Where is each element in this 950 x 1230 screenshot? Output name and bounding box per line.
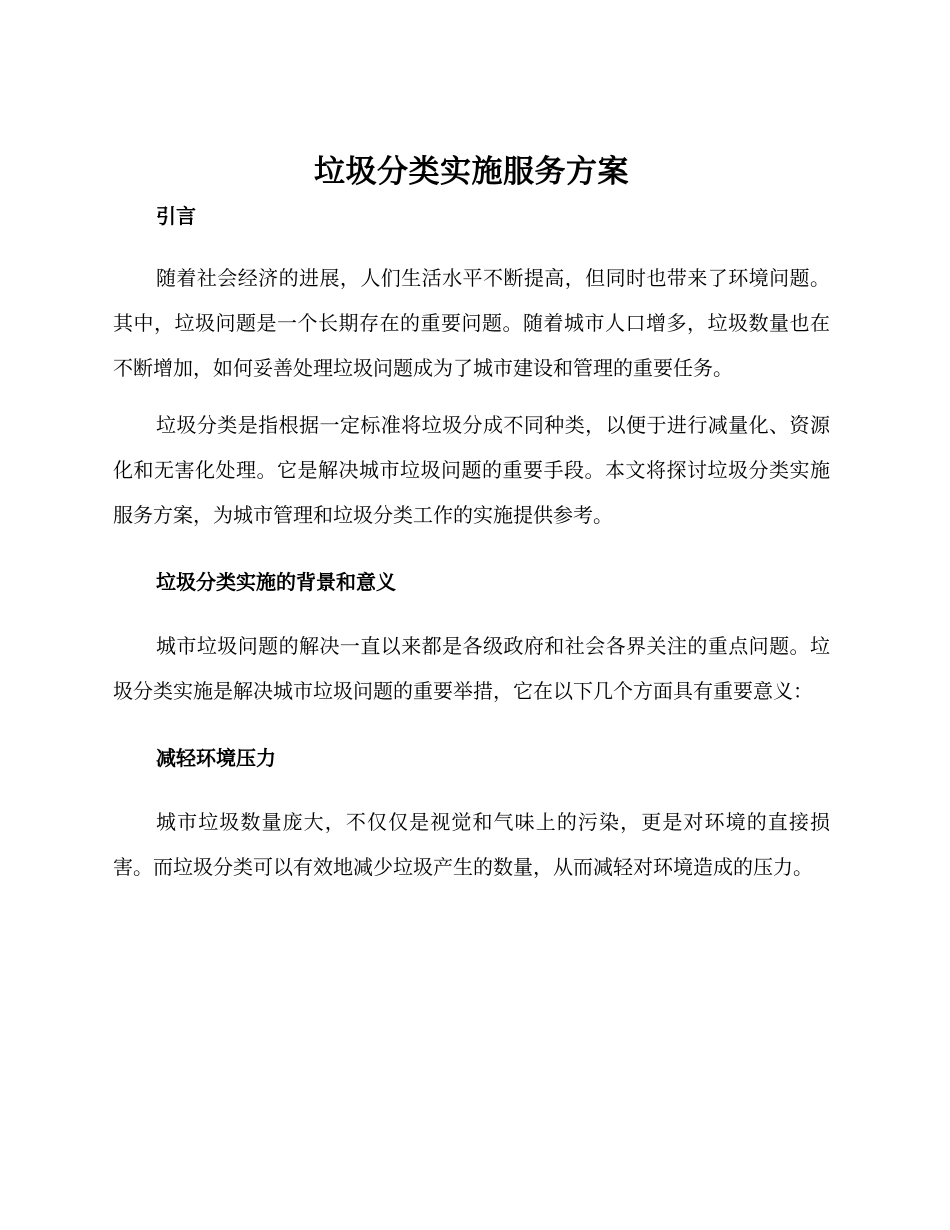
- paragraph-background-1: 城市垃圾问题的解决一直以来都是各级政府和社会各界关注的重点问题。垃圾分类实施是解决城市垃圾问题的重要举措，它在以下几个方面具有重要意义：: [113, 634, 830, 703]
- document-title: 垃圾分类实施服务方案: [314, 154, 629, 190]
- section-heading-reduce-pressure: 减轻环境压力: [156, 746, 276, 770]
- paragraph-intro-2: 垃圾分类是指根据一定标准将垃圾分成不同种类，以便于进行减量化、资源化和无害化处理。它是解决城市垃圾问题的重要手段。本文将探讨垃圾分类实施服务方案，为城市管理和垃圾分类工作的实施提供参考。: [113, 413, 830, 527]
- paragraph-reduce-pressure-1: 城市垃圾数量庞大，不仅仅是视觉和气味上的污染，更是对环境的直接损害。而垃圾分类可以有效地减少垃圾产生的数量，从而减轻对环境造成的压力。: [113, 810, 830, 879]
- section-heading-background: 垃圾分类实施的背景和意义: [156, 570, 396, 594]
- paragraph-intro-1: 随着社会经济的进展，人们生活水平不断提高，但同时也带来了环境问题。其中，垃圾问题是一个长期存在的重要问题。随着城市人口增多，垃圾数量也在不断增加，如何妥善处理垃圾问题成为了城市建设和管理的重要任务。: [113, 266, 830, 380]
- section-heading-introduction: 引言: [156, 204, 196, 228]
